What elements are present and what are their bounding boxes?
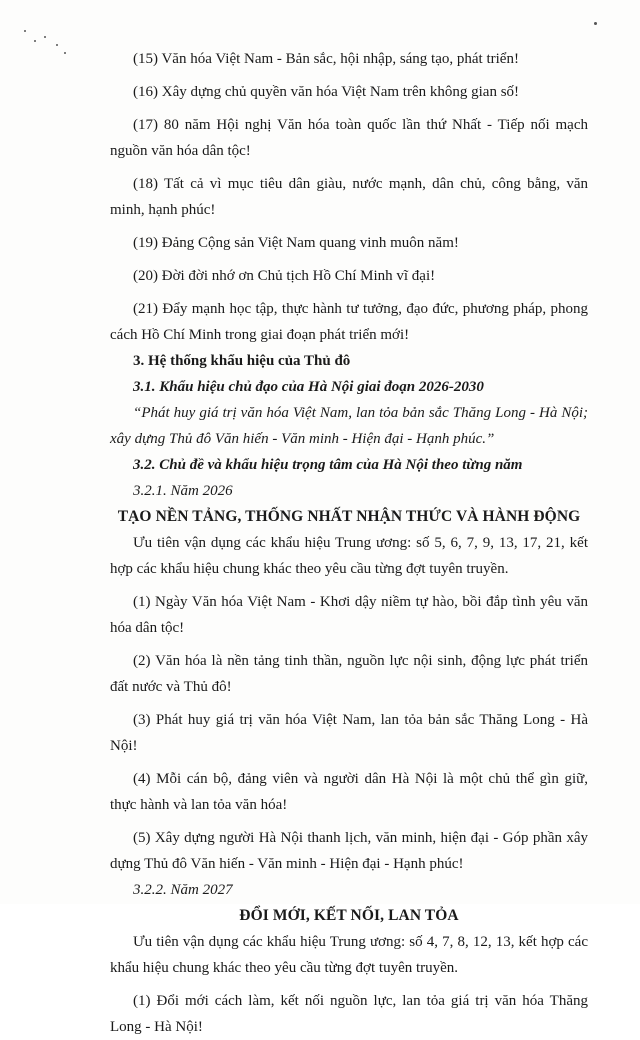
slogan-item: (4) Mỗi cán bộ, đảng viên và người dân Hà Nội là một chủ thể gìn giữ, thực hành và lan tỏa văn hóa! (110, 771, 588, 813)
scan-speck (56, 44, 58, 46)
year-intro: Ưu tiên vận dụng các khẩu hiệu Trung ương: số 5, 6, 7, 9, 13, 17, 21, kết hợp các khẩu hiệu chung khác theo yêu cầu từng đợt tuyên truyền. (110, 535, 588, 577)
scan-speck (44, 36, 46, 38)
slogan-item: (1) Đổi mới cách làm, kết nối nguồn lực, lan tỏa giá trị văn hóa Thăng Long - Hà Nội! (110, 993, 588, 1035)
slogan-item: (5) Xây dựng người Hà Nội thanh lịch, văn minh, hiện đại - Góp phần xây dựng Thủ đô Văn hiến - Văn minh - Hiện đại - Hạnh phúc! (110, 830, 588, 872)
subsection-heading: 3.1. Khẩu hiệu chủ đạo của Hà Nội giai đoạn 2026-2030 (133, 379, 484, 395)
slogan-item: (3) Phát huy giá trị văn hóa Việt Nam, lan tỏa bản sắc Thăng Long - Hà Nội! (110, 712, 588, 754)
slogan-item: (15) Văn hóa Việt Nam - Bản sắc, hội nhập, sáng tạo, phát triển! (133, 51, 519, 67)
slogan-item: (20) Đời đời nhớ ơn Chủ tịch Hồ Chí Minh vĩ đại! (133, 268, 436, 284)
year-heading: 3.2.1. Năm 2026 (133, 483, 233, 499)
document-body (110, 46, 588, 1040)
slogan-item: (2) Văn hóa là nền tảng tinh thần, nguồn lực nội sinh, động lực phát triển đất nước và Thủ đô! (110, 653, 588, 695)
slogan-item: (19) Đảng Cộng sản Việt Nam quang vinh muôn năm! (133, 235, 459, 251)
section-heading: 3. Hệ thống khẩu hiệu của Thủ đô (133, 353, 351, 369)
scan-speck (594, 22, 597, 25)
year-heading: 3.2.2. Năm 2027 (133, 882, 233, 898)
slogan-item: (1) Ngày Văn hóa Việt Nam - Khơi dậy niềm tự hào, bồi đắp tình yêu văn hóa dân tộc! (110, 594, 588, 636)
slogan-item: (16) Xây dựng chủ quyền văn hóa Việt Nam trên không gian số! (133, 84, 520, 100)
slogan-item: (18) Tất cả vì mục tiêu dân giàu, nước mạnh, dân chủ, công bằng, văn minh, hạnh phúc! (110, 176, 588, 218)
main-slogan-quote: “Phát huy giá trị văn hóa Việt Nam, lan tỏa bản sắc Thăng Long - Hà Nội; xây dựng Thủ đô Văn hiến - Văn minh - Hiện đại - Hạnh phúc.” (110, 405, 588, 447)
year-theme-title: ĐỔI MỚI, KẾT NỐI, LAN TỎA (239, 907, 459, 924)
scan-speck (64, 52, 66, 54)
scan-speck (24, 30, 26, 32)
subsection-heading: 3.2. Chủ đề và khẩu hiệu trọng tâm của Hà Nội theo từng năm (133, 457, 523, 473)
year-theme-title: TẠO NỀN TẢNG, THỐNG NHẤT NHẬN THỨC VÀ HÀNH ĐỘNG (117, 508, 581, 525)
slogan-item: (17) 80 năm Hội nghị Văn hóa toàn quốc lần thứ Nhất - Tiếp nối mạch nguồn văn hóa dân tộc! (110, 117, 588, 159)
scan-speck (34, 40, 36, 42)
slogan-item: (21) Đẩy mạnh học tập, thực hành tư tưởng, đạo đức, phương pháp, phong cách Hồ Chí Minh trong giai đoạn phát triển mới! (110, 301, 588, 343)
year-intro: Ưu tiên vận dụng các khẩu hiệu Trung ương: số 4, 7, 8, 12, 13, kết hợp các khẩu hiệu chung khác theo yêu cầu từng đợt tuyên truyền. (110, 934, 588, 976)
